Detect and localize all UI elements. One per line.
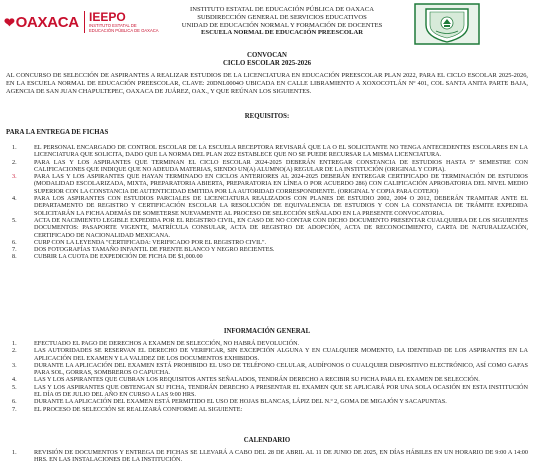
info-heading: INFORMACIÓN GENERAL [223, 328, 311, 335]
list-item: 6. CURP CON LA LEYENDA "CERTIFICADA: VERIFICADO POR EL REGISTRO CIVIL". [12, 238, 267, 246]
fichas-subheading: PARA LA ENTREGA DE FICHAS [6, 129, 109, 136]
heart-icon: ❤ [4, 15, 15, 30]
header-line: SUBDIRECCIÓN GENERAL DE SERVICIOS EDUCATIVOS [197, 13, 367, 21]
list-item: 3. PARA LAS Y LOS ASPIRANTES QUE HAYAN TERMINADO EN CICLOS ANTERIORES AL 2024-2025 DEBERÁN ENTREGAR CERTIFICADO DE TERMINACIÓN DE ESTUDIOS (MODALIDAD ESCOLARIZADA, MIXTA, PREPARATORIA ABIERTA, PREPARATORIA EN LÍNEA O POR ACUERDO 286) CON CALIFICACIÓN APROBATORIA DEL NIVEL MEDIO SUPERIOR CON LA CONSTANCIA DE AUTENTICIDAD EMITIDA POR LA AUTORIDAD CORRESPONDIENTE. (ORIGINAL Y COPIA PARA COTEJO) [12, 173, 528, 195]
requisitos-list [6, 144, 528, 261]
ieepo-logo-subtitle: INSTITUTO ESTATAL DE EDUCACIÓN PÚBLICA DE OAXACA [89, 23, 159, 33]
list-item: 6. DURANTE LA APLICACIÓN DEL EXAMEN ESTÁ PERMITIDO EL USO DE HOJAS BLANCAS, LÁPIZ DEL N.º 2, GOMA DE MIGAJÓN Y SACAPUNTAS. [12, 398, 447, 406]
list-item: 1. EFECTUADO EL PAGO DE DERECHOS A EXAMEN DE SELECCIÓN, NO HABRÁ DEVOLUCIÓN. [12, 340, 300, 347]
school-name: ESCUELA NORMAL DE EDUCACIÓN PREESCOLAR [201, 29, 363, 37]
intro-paragraph: AL CONCURSO DE SELECCIÓN DE ASPIRANTES A REALIZAR ESTUDIOS DE LA LICENCIATURA EN EDUCACIÓN PREESCOLAR PLAN 2022, PARA EL CICLO ESCOLAR 2025-2026, EN LA ESCUELA NORMAL DE EDUCACIÓN PREESCOLAR, CLAVE: 20DNL0004O UBICADA EN CALLE LIBRAMIENTO A XOXOCOTLÁN Nº 401, COL SANTA ANITA PARTE BAJA, AGENCIA DE SAN JUAN CHAPULTEPEC, OAXACA DE JUÁREZ, OAX., Y QUE REÚNAN LOS SIGUIENTES. [6, 72, 528, 95]
list-item: 8. CUBRIR LA CUOTA DE EXPEDICIÓN DE FICHA DE $1,000.00 [12, 253, 203, 261]
list-item: 7. EL PROCESO DE SELECCIÓN SE REALIZARÁ CONFORME AL SIGUIENTE: [12, 405, 243, 413]
ieepo-logo-text: IEEPO [89, 10, 126, 24]
title-block [0, 52, 534, 68]
list-item: 2. LAS AUTORIDADES SE RESERVAN EL DERECHO DE VERIFICAR, SIN EXCEPCIÓN ALGUNA Y EN CUALQUIER MOMENTO, LA IDENTIDAD DE LOS ASPIRANTES EN LA APLICACIÓN DEL EXAMEN Y LA VALIDEZ DE LOS DOCUMENTOS EXHIBIDOS. [12, 347, 528, 362]
list-item: 5. LAS Y LOS ASPIRANTES QUE OBTENGAN SU FICHA, TENDRÁN DERECHO A PRESENTAR EL EXAMEN QUE SE APLICARÁ POR UNA SOLA OCASIÓN EN ESTA INSTITUCIÓN EL DÍA 05 DE JULIO DEL AÑO EN CURSO A LAS 9:00 HRS. [12, 383, 528, 399]
list-item: 7. DOS FOTOGRAFÍAS TAMAÑO INFANTIL DE FRENTE BLANCO Y NEGRO RECIENTES. [12, 246, 275, 254]
oaxaca-logo: ❤OAXACA [4, 14, 79, 31]
school-year: CICLO ESCOLAR 2025-2026 [223, 60, 311, 67]
list-item: 5. ACTA DE NACIMIENTO LEGIBLE EXPEDIDA POR EL REGISTRO CIVIL, EN CASO DE NO CONTAR CON DICHO DOCUMENTO PRESENTAR CUALQUIERA DE LOS SIGUIENTES DOCUMENTOS: PASAPORTE VIGENTE, MATRÍCULA CONSULAR, ACTA DE REGISTRO DE ADOPCIÓN, ACTA DE RECONOCIMIENTO, CARTA DE NATURALIZACIÓN, CERTIFICADO DE NACIONALIDAD MEXICANA. [12, 216, 528, 239]
school-seal-icon [414, 3, 480, 45]
list-item: 4. PARA LOS ASPIRANTES CON ESTUDIOS PARCIALES DE LICENCIATURA REALIZADOS CON PLANES DE ESTUDIO 2002, 2004 O 2012, DEBERÁN TRAMITAR ANTE EL DEPARTAMENTO DE REGISTRO Y CERTIFICACIÓN ESCOLAR LA RESOLUCIÓN DE EQUIVALENCIA DE ESTUDIOS Y CON LA CONSTANCIA DE TRÁMITE EXPEDIDA SOLICITARÁN LA FICHA ADEMÁS DE SOMETERSE NUEVAMENTE AL PROCESO DE SELECCIÓN SEÑALADO EN LA PRESENTE CONVOCATORIA. [12, 195, 528, 217]
requisitos-heading: REQUISITOS: [244, 113, 290, 120]
list-item: 4. LAS Y LOS ASPIRANTES QUE CUBRAN LOS REQUISITOS ANTES SEÑALADOS, TENDRÁN DERECHO A RECIBIR SU FICHA PARA EL EXAMEN DE SELECCIÓN. [12, 376, 480, 384]
list-item: 1. REVISIÓN DE DOCUMENTOS Y ENTREGA DE FICHAS SE LLEVARÁ A CABO DEL 28 DE ABRIL AL 11 DE JUNIO DE 2025, EN DÍAS HÁBILES EN UN HORARIO DE 9:00 A 14:00 HRS. EN LAS INSTALACIONES DE LA INSTITUCIÓN. [12, 449, 528, 464]
header-line: UNIDAD DE EDUCACIÓN NORMAL Y FORMACIÓN DE DOCENTES [181, 21, 383, 29]
letterhead [0, 0, 534, 48]
convoca-title: CONVOCAN [247, 52, 287, 59]
institution-header [162, 6, 402, 37]
list-item: 1. EL PERSONAL ENCARGADO DE CONTROL ESCOLAR DE LA ESCUELA RECEPTORA REVISARÁ QUE LA O EL SOLICITANTE NO TENGA ANTECEDENTES ESCOLARES EN LA LICENCIATURA QUE SOLICITA, DADO QUE LA NORMA DEL PLAN 2022 ESTABLECE QUE NO SE PUEDE RECURSAR LA MISMA LICENCIATURA. [12, 144, 528, 159]
list-item: 3. DURANTE LA APLICACIÓN DEL EXAMEN ESTÁ PROHIBIDO EL USO DE TELÉFONO CELULAR, AUDÍFONOS O CUALQUIER DISPOSITIVO ELECTRÓNICO, ASÍ COMO GAFAS PARA SOL, GORRAS, SOMBREROS O CAPUCHA. [12, 361, 528, 377]
list-item: 2. PARA LAS Y LOS ASPIRANTES QUE TERMINAN EL CICLO ESCOLAR 2024-2025 DEBERÁN ENTREGAR CONSTANCIA DE ESTUDIOS HASTA 5º SEMESTRE CON CALIFICACIONES QUE INDIQUE QUE NO ADEUDA MATERIAS, SIENDO UN(A) ALUMNO(A) REGULAR DE LA INSTITUCIÓN (ORIGINAL Y COPIA). [12, 158, 528, 173]
ieepo-logo [84, 11, 159, 33]
calendario-list [6, 449, 528, 464]
header-line: INSTITUTO ESTATAL DE EDUCACIÓN PÚBLICA DE OAXACA [190, 6, 374, 13]
info-list [6, 340, 528, 413]
calendario-heading: CALENDARIO [243, 437, 291, 444]
